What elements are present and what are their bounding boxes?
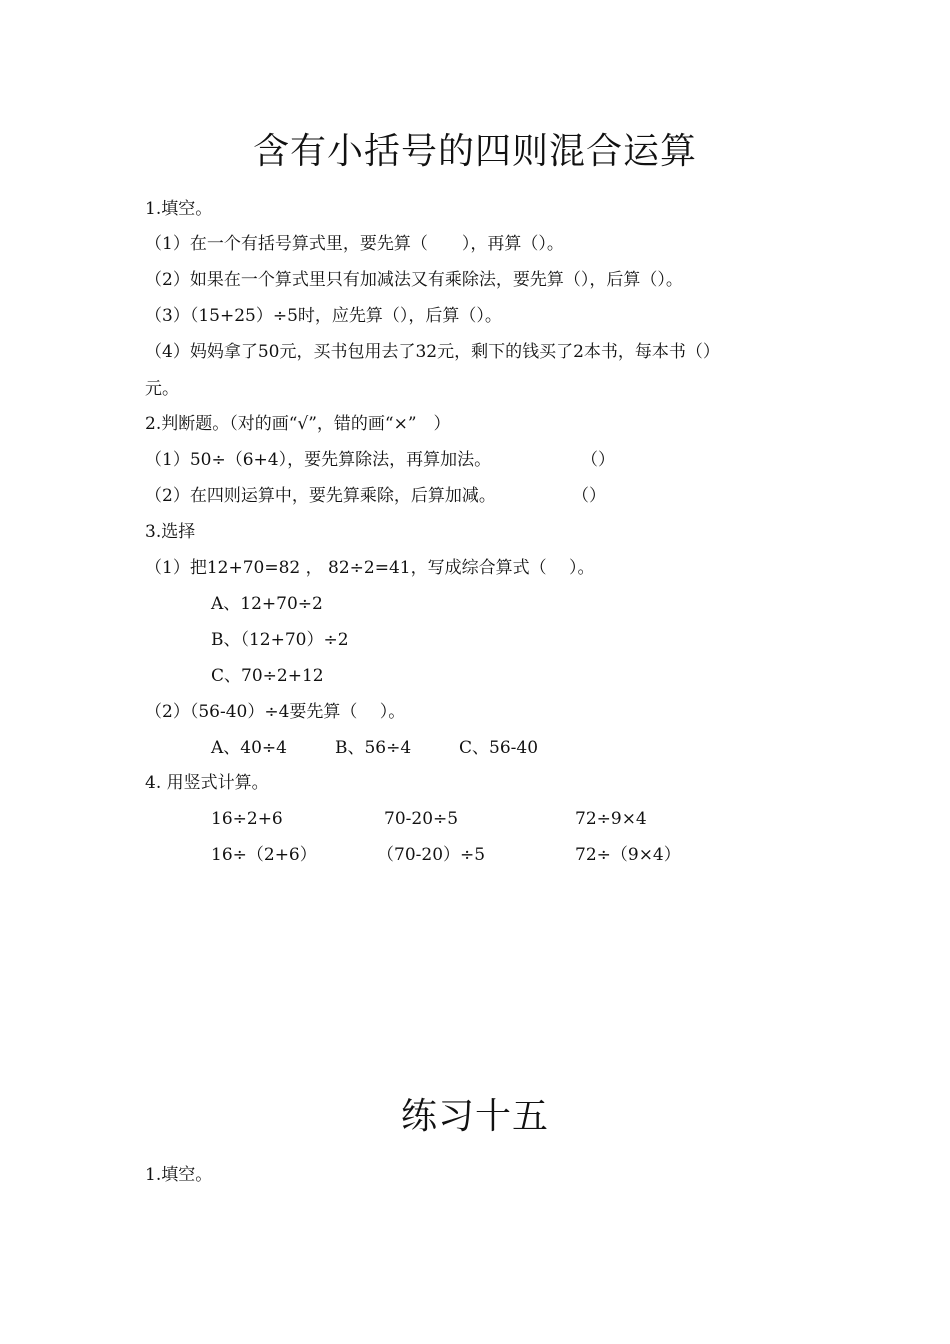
section-2-question-1-heading: 1.填空。 (145, 1165, 213, 1185)
question-3-part-2-option-a: A、40÷4 (211, 738, 287, 758)
question-4-heading: 4. 用竖式计算。 (145, 773, 269, 793)
question-3-part-2-option-c: C、56-40 (459, 738, 539, 758)
section-title: 练习十五 (400, 1096, 549, 1137)
question-3-part-1-option-c: C、70÷2+12 (211, 666, 324, 686)
question-3-part-2-stem: （2）（56-40）÷4要先算（ ）。 (145, 702, 406, 722)
question-1-item-1: （1）在一个有括号算式里，要先算（ ），再算（）。 (145, 234, 564, 254)
question-1-item-4-continued: 元。 (145, 379, 179, 399)
question-1-item-4: （4）妈妈拿了50元，买书包用去了32元，剩下的钱买了2本书，每本书（） (145, 342, 720, 362)
calc-row-2-col-3: 72÷（9×4） (575, 845, 681, 865)
calc-row-1-col-2: 70-20÷5 (384, 809, 459, 829)
question-1-heading: 1.填空。 (145, 199, 213, 219)
calc-row-1-col-1: 16÷2+6 (211, 809, 283, 829)
calc-row-1-col-3: 72÷9×4 (575, 809, 647, 829)
question-2-item-1: （1）50÷（6+4），要先算除法，再算加法。 (145, 450, 492, 470)
calc-row-2-col-2: （70-20）÷5 (377, 845, 486, 865)
question-3-heading: 3.选择 (145, 522, 196, 542)
question-3-part-1-option-a: A、12+70÷2 (211, 594, 323, 614)
question-2-heading: 2.判断题。（对的画“√”，错的画“×” ） (145, 414, 451, 434)
question-3-part-2-option-b: B、56÷4 (335, 738, 412, 758)
question-3-part-1-option-b: B、（12+70）÷2 (211, 630, 349, 650)
question-2-item-1-answer-box: （） (581, 450, 615, 470)
calc-row-2-col-1: 16÷（2+6） (211, 845, 317, 865)
page-title: 含有小括号的四则混合运算 (252, 131, 697, 172)
question-2-item-2: （2）在四则运算中，要先算乘除，后算加减。 (145, 486, 496, 506)
question-1-item-3: （3）（15+25）÷5时，应先算（），后算（）。 (145, 306, 502, 326)
question-2-item-2-answer-box: （） (572, 486, 606, 506)
question-3-part-1-stem: （1）把12+70=82 ， 82÷2=41，写成综合算式（ ）。 (145, 558, 595, 578)
question-1-item-2: （2）如果在一个算式里只有加减法又有乘除法，要先算（），后算（）。 (145, 270, 683, 290)
